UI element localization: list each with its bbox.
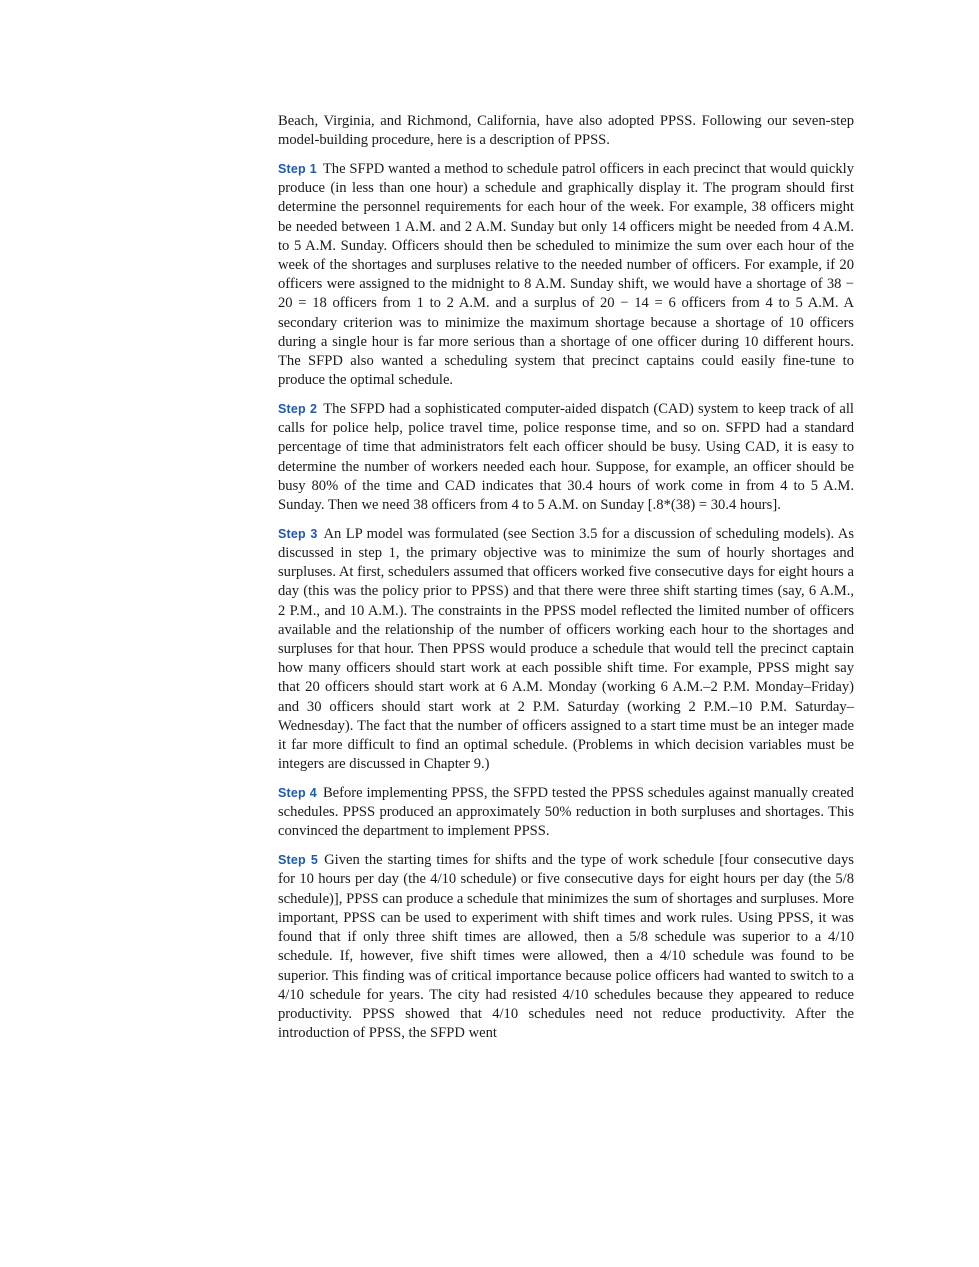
step-1-text: The SFPD wanted a method to schedule patrol officers in each precinct that would quickly produce (in less than one hour) a schedule and graphically display it. The program should first determine the personnel requirements for each hour of the week. For example, 38 officers might be needed between 1 A.M. and 2 A.M. Sunday but only 14 officers might be needed from 4 A.M. to 5 A.M. Sunday. Officers should then be scheduled to minimize the sum over each hour of the week of the shortages and surpluses relative to the needed number of officers. For example, if 20 officers were assigned to the midnight to 8 A.M. Sunday shift, we would have a shortage of 38 − 20 = 18 officers from 1 to 2 A.M. and a surplus of 20 − 14 = 6 officers from 4 to 5 A.M. A secondary criterion was to minimize the maximum shortage because a shortage of 10 officers during a single hour is far more serious than a shortage of one officer during 10 different hours. The SFPD also wanted a scheduling system that precinct captains could easily fine-tune to produce the optimal schedule. xyxy=(278,161,854,389)
intro-paragraph: Beach, Virginia, and Richmond, California, have also adopted PPSS. Following our seven-step model-building procedure, here is a description of PPSS. xyxy=(278,113,854,149)
step-3-label: Step 3 xyxy=(278,526,318,541)
step-4-text: Before implementing PPSS, the SFPD tested the PPSS schedules against manually created schedules. PPSS produced an approximately 50% reduction in both surpluses and shortages. This convinced the department to implement PPSS. xyxy=(278,785,854,840)
step-1-label: Step 1 xyxy=(278,162,317,176)
step-4-label: Step 4 xyxy=(278,786,317,801)
step-2-text: The SFPD had a sophisticated computer-aided dispatch (CAD) system to keep track of all calls for police help, police travel time, police response time, and so on. SFPD had a standard percentage of time that administrators felt each officer should be busy. Using CAD, it is easy to determine the number of workers needed each hour. Suppose, for example, an officer should be busy 80% of the time and CAD indicates that 30.4 hours of work come in from 4 to 5 A.M. Sunday. Then we need 38 officers from 4 to 5 A.M. on Sunday [.8*(38) = 30.4 hours]. xyxy=(278,401,854,514)
step-4-paragraph xyxy=(278,784,854,842)
step-3-text: An LP model was formulated (see Section 3.5 for a discussion of scheduling models). As discussed in step 1, the primary objective was to minimize the sum of hourly shortages and surpluses. At first, schedulers assumed that officers worked five consecutive days for eight hours a day (this was the policy prior to PPSS) and that there were three shift starting times (say, 6 A.M., 2 P.M., and 10 A.M.). The constraints in the PPSS model reflected the limited number of officers available and the relationship of the number of officers working each hour to the shortages and surpluses for that hour. Then PPSS would produce a schedule that would tell the precinct captain how many officers should start work at each possible shift time. For example, PPSS might say that 20 officers should start work at 6 A.M. Monday (working 6 A.M.–2 P.M. Monday–Friday) and 30 officers should start work at 2 P.M. Saturday (working 2 P.M.–10 P.M. Saturday–Wednesday). The fact that the number of officers assigned to a start time must be an integer made it far more difficult to find an optimal schedule. (Problems in which decision variables must be integers are discussed in Chapter 9.) xyxy=(278,525,854,773)
step-2-paragraph xyxy=(278,400,854,515)
step-3-paragraph xyxy=(278,525,854,775)
step-5-paragraph xyxy=(278,851,854,1043)
step-1-paragraph xyxy=(278,160,854,390)
step-5-label: Step 5 xyxy=(278,853,319,868)
step-5-text: Given the starting times for shifts and the type of work schedule [four consecutive days for 10 hours per day (the 4/10 schedule) or five consecutive days for eight hours per day (the 5/8 schedule)], PPSS can produce a schedule that minimizes the sum of shortages and surpluses. More important, PPSS can be used to experiment with shift times and work rules. Using PPSS, it was found that if only three shift times are allowed, then a 5/8 schedule was superior to a 4/10 schedule. If, however, five shift times were allowed, then a 4/10 schedule was found to be superior. This finding was of critical importance because police officers had wanted to switch to a 4/10 schedule for years. The city had resisted 4/10 schedules because they appeared to reduce productivity. PPSS showed that 4/10 schedules need not reduce productivity. After the introduction of PPSS, the SFPD went xyxy=(278,852,854,1042)
page-body xyxy=(278,112,854,1053)
step-2-label: Step 2 xyxy=(278,402,318,417)
